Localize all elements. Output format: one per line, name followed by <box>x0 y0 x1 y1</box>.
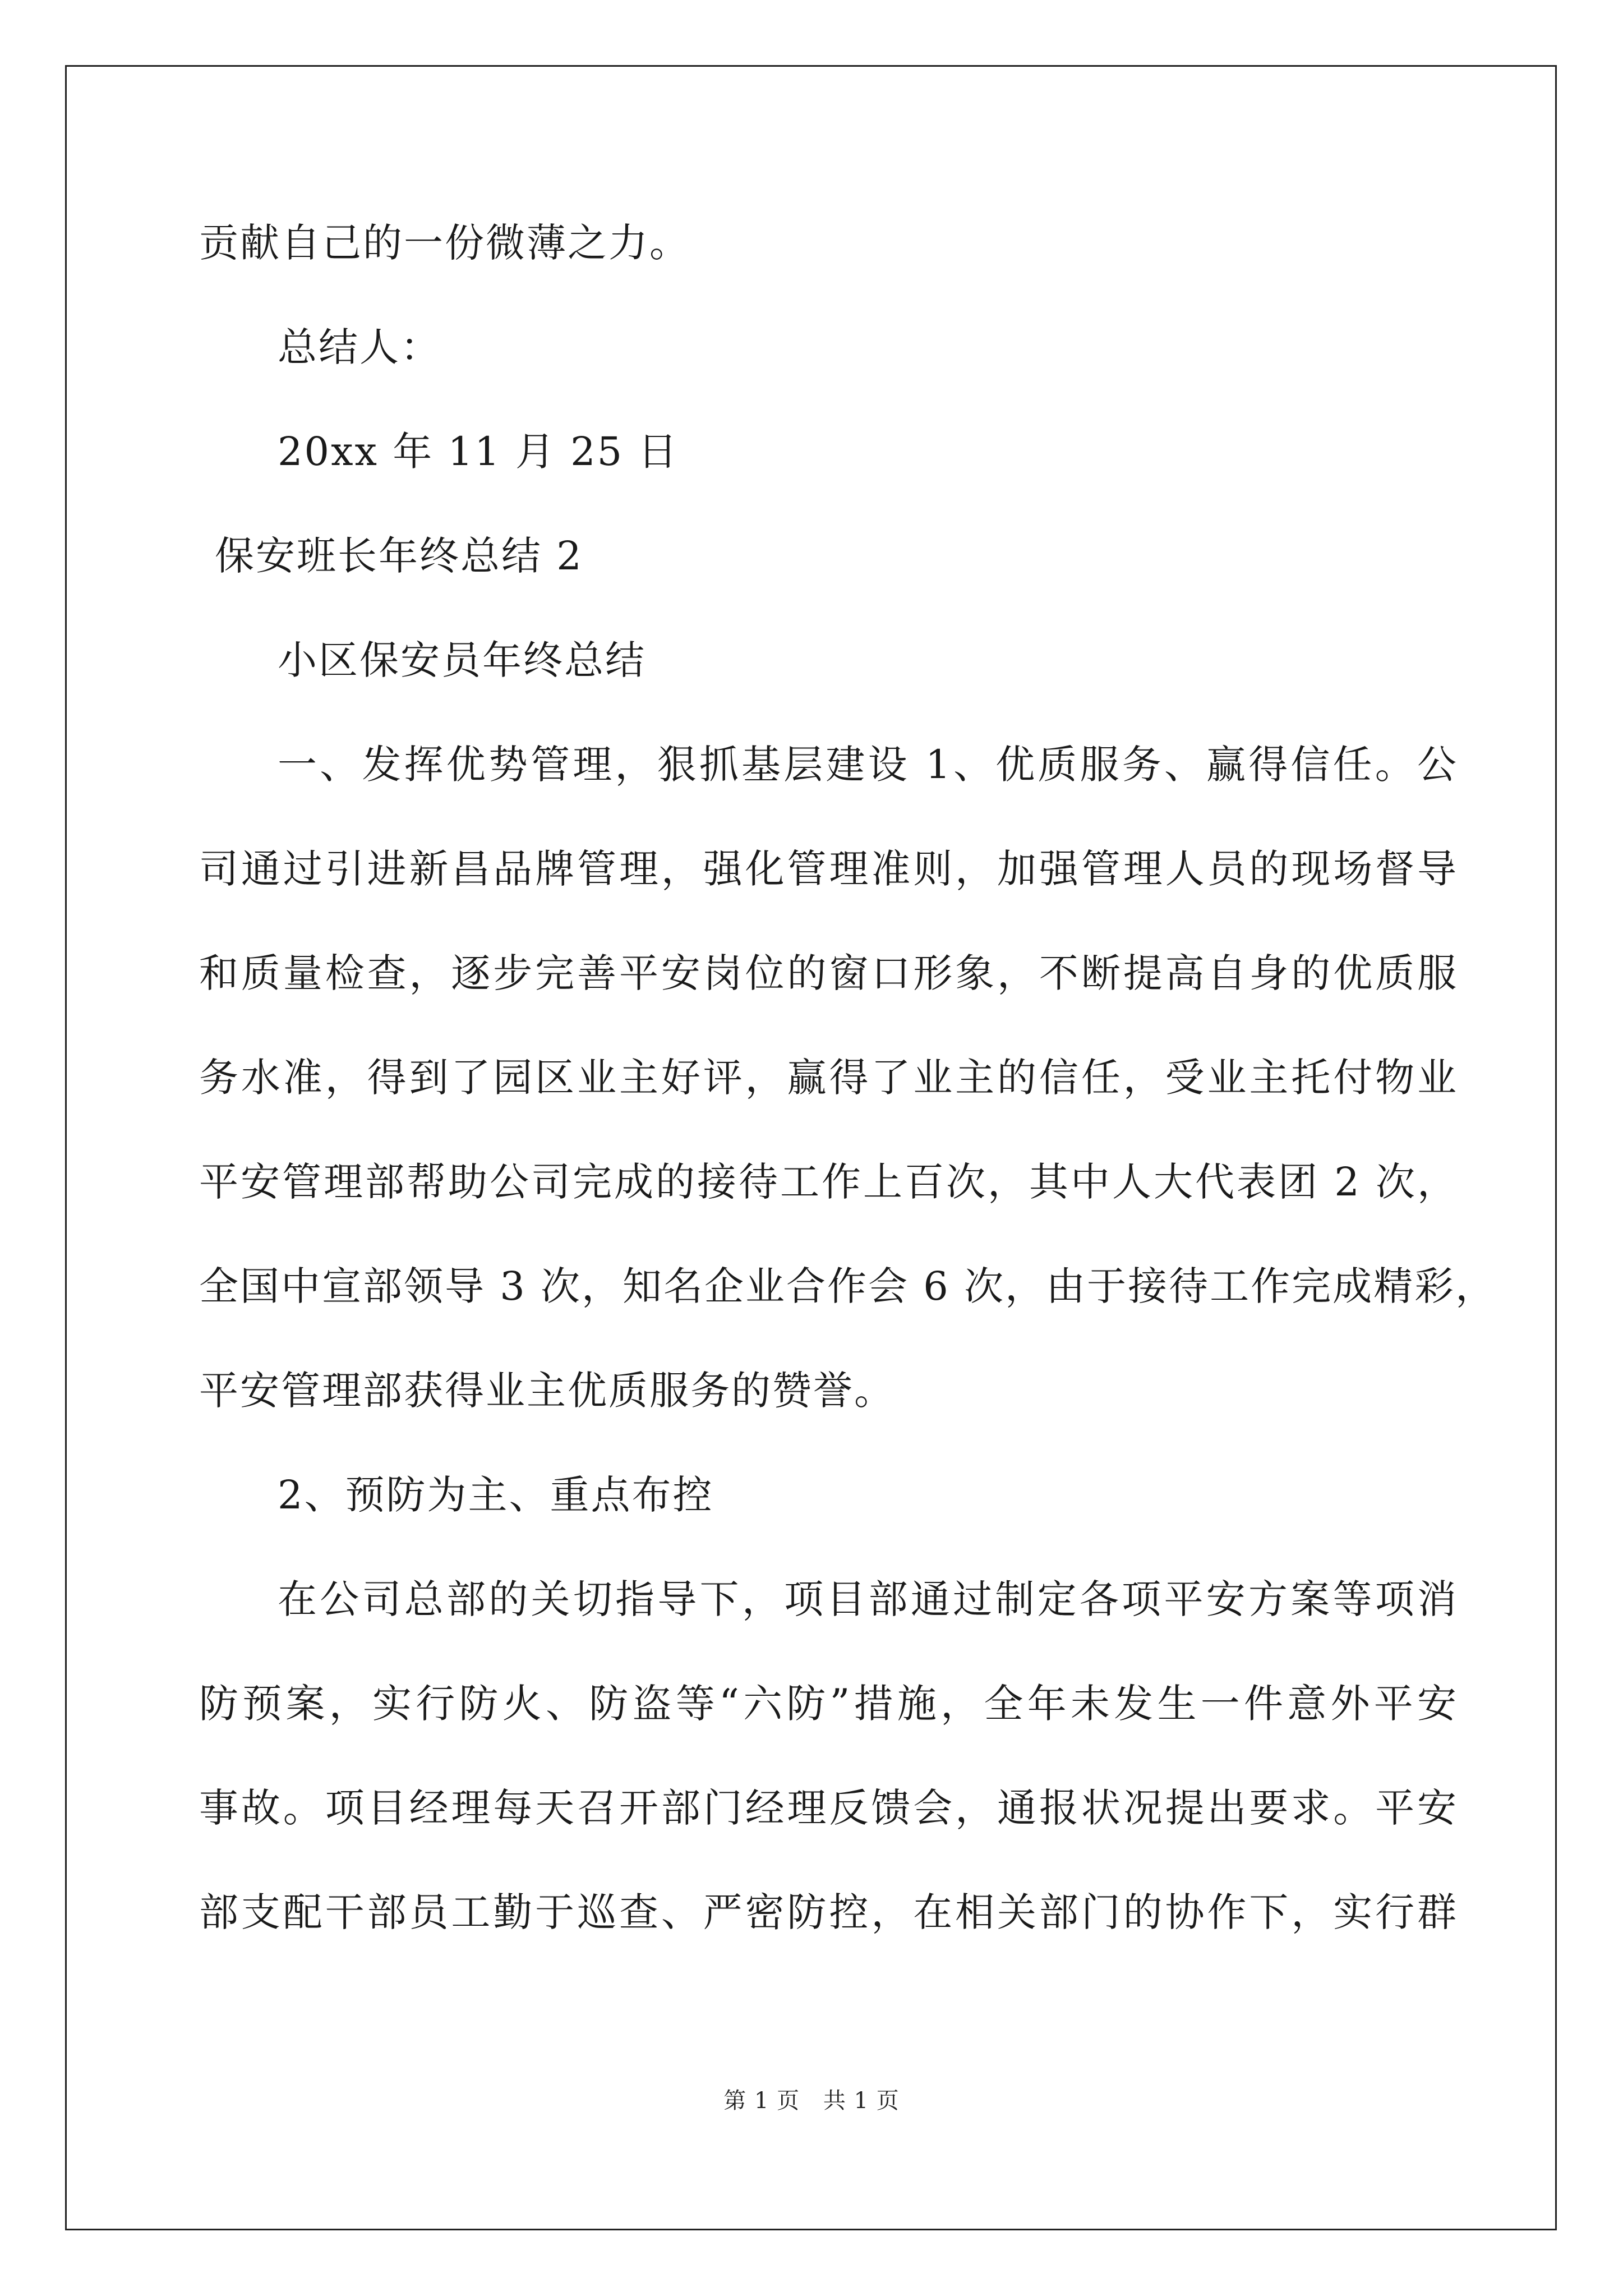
paragraph-line: 司通过引进新昌品牌管理，强化管理准则，加强管理人员的现场督导 <box>199 846 1458 892</box>
page-total: 共 1 页 <box>823 2088 900 2114</box>
paragraph-line: 部支配干部员工勤于巡查、严密防控，在相关部门的协作下，实行群 <box>199 1889 1458 1935</box>
paragraph-line: 一、发挥优势管理，狠抓基层建设 1、优质服务、赢得信任。公 <box>278 742 1458 788</box>
paragraph-line: 平安管理部获得业主优质服务的赞誉。 <box>199 1368 895 1414</box>
subsection-title: 小区保安员年终总结 <box>278 637 646 683</box>
paragraph-line: 防预案，实行防火、防盗等“六防”措施，全年未发生一件意外平安 <box>199 1681 1458 1727</box>
paragraph-line: 全国中宣部领导 3 次，知名企业合作会 6 次，由于接待工作完成精彩， <box>199 1263 1497 1309</box>
paragraph-line: 平安管理部帮助公司完成的接待工作上百次，其中人大代表团 2 次， <box>199 1159 1458 1205</box>
paragraph-line: 务水准，得到了园区业主好评，赢得了业主的信任，受业主托付物业 <box>199 1055 1458 1101</box>
paragraph-line: 在公司总部的关切指导下，项目部通过制定各项平安方案等项消 <box>278 1576 1458 1622</box>
subsection-title: 2、预防为主、重点布控 <box>278 1472 714 1518</box>
page-footer <box>0 2084 1623 2118</box>
paragraph-line: 事故。项目经理每天召开部门经理反馈会，通报状况提出要求。平安 <box>199 1785 1458 1831</box>
signature-label: 总结人： <box>278 324 441 370</box>
section-title: 保安班长年终总结 2 <box>215 533 583 579</box>
paragraph-line: 和质量检查，逐步完善平安岗位的窗口形象，不断提高自身的优质服 <box>199 950 1458 996</box>
signature-date: 20xx 年 11 月 25 日 <box>278 429 679 475</box>
paragraph-line: 贡献自己的一份微薄之力。 <box>199 220 690 266</box>
page-number: 第 1 页 <box>723 2088 800 2114</box>
document-body <box>199 191 1497 1964</box>
